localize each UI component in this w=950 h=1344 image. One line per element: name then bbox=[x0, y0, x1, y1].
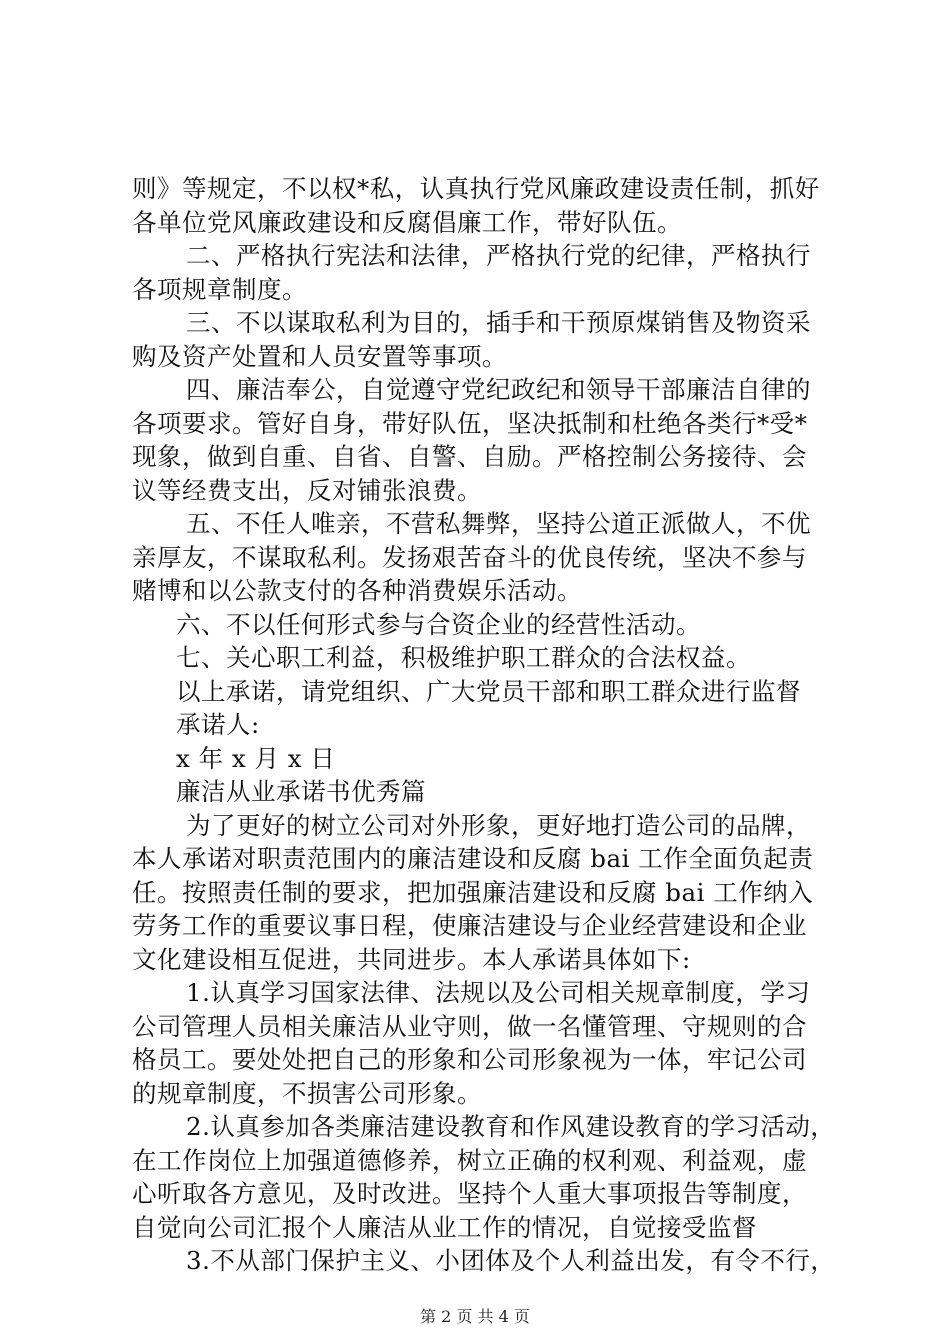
text-line: x 年 x 月 x 日 bbox=[176, 743, 336, 773]
text-line: 现象，做到自重、自省、自警、自励。严格控制公务接待、会 bbox=[132, 442, 807, 471]
text-line: 自觉向公司汇报个人廉洁从业工作的情况，自觉接受监督 bbox=[132, 1212, 757, 1242]
text-line: 本人承诺对职责范围内的廉洁建设和反腐 bai 工作全面负起责 bbox=[132, 844, 814, 873]
page-footer: 第 2 页 共 4 页 bbox=[420, 1307, 530, 1326]
text-line: 亲厚友，不谋取私利。发扬艰苦奋斗的优良传统，坚决不参与 bbox=[132, 542, 807, 572]
text-line: 则》等规定，不以权*私，认真执行党风廉政建设责任制，抓好 bbox=[132, 174, 820, 203]
text-line: 文化建设相互促进，共同进步。本人承诺具体如下: bbox=[132, 944, 691, 974]
text-line: 的规章制度，不损害公司形象。 bbox=[132, 1078, 482, 1108]
text-line: 七、关心职工利益，积极维护职工群众的合法权益。 bbox=[176, 643, 751, 672]
text-line: 2.认真参加各类廉洁建设教育和作风建设教育的学习活动， bbox=[186, 1112, 836, 1141]
text-line: 议等经费支出，反对铺张浪费。 bbox=[132, 475, 482, 505]
text-line: 各单位党风廉政建设和反腐倡廉工作，带好队伍。 bbox=[132, 207, 682, 237]
text-line: 在工作岗位上加强道德修养，树立正确的权利观、利益观，虚 bbox=[132, 1145, 807, 1175]
text-line: 各项要求。管好自身，带好队伍，坚决抵制和杜绝各类行*受* bbox=[132, 408, 808, 438]
document-body bbox=[132, 172, 844, 1278]
text-line: 廉洁从业承诺书优秀篇 bbox=[176, 777, 426, 806]
text-line: 任。按照责任制的要求，把加强廉洁建设和反腐 bai 工作纳入 bbox=[132, 877, 814, 907]
text-line: 各项规章制度。 bbox=[132, 274, 307, 304]
text-line: 赌博和以公款支付的各种消费娱乐活动。 bbox=[132, 576, 582, 605]
text-line: 六、不以任何形式参与合资企业的经营性活动。 bbox=[176, 609, 701, 639]
text-line: 三、不以谋取私利为目的，插手和干预原煤销售及物资采 bbox=[186, 308, 811, 337]
text-line: 购及资产处置和人员安置等事项。 bbox=[132, 341, 507, 371]
text-line: 承诺人: bbox=[176, 710, 260, 739]
text-line: 四、廉洁奉公，自觉遵守党纪政纪和领导干部廉洁自律的 bbox=[186, 375, 811, 404]
text-line: 为了更好的树立公司对外形象，更好地打造公司的品牌， bbox=[186, 810, 811, 840]
text-line: 劳务工作的重要议事日程，使廉洁建设与企业经营建设和企业 bbox=[132, 911, 807, 940]
text-line: 二、严格执行宪法和法律，严格执行党的纪律，严格执行 bbox=[186, 241, 811, 270]
text-line: 心听取各方意见，及时改进。坚持个人重大事项报告等制度， bbox=[132, 1179, 807, 1208]
text-line: 公司管理人员相关廉洁从业守则，做一名懂管理、守规则的合 bbox=[132, 1011, 807, 1041]
text-line: 格员工。要处处把自己的形象和公司形象视为一体，牢记公司 bbox=[132, 1045, 807, 1074]
text-line: 3.不从部门保护主义、小团体及个人利益出发，有令不行， bbox=[186, 1246, 836, 1275]
text-line: 以上承诺，请党组织、广大党员干部和职工群众进行监督 bbox=[176, 676, 801, 706]
text-line: 1.认真学习国家法律、法规以及公司相关规章制度，学习 bbox=[186, 978, 811, 1007]
text-line: 五、不任人唯亲，不营私舞弊，坚持公道正派做人，不优 bbox=[186, 509, 811, 538]
